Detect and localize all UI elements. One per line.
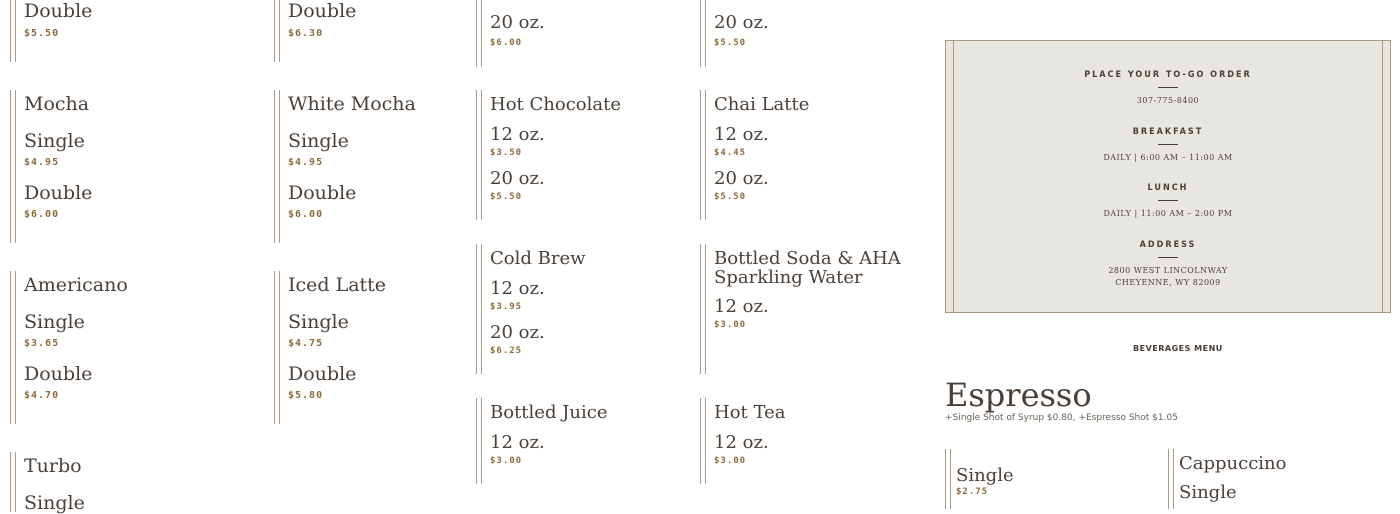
card-rule [1168,449,1174,509]
item-name: Bottled Soda & AHA [714,248,901,269]
option-price: $3.00 [714,456,747,466]
address-heading: ADDRESS [1139,240,1197,250]
item-name: Chai Latte [714,94,810,115]
address-line-1: 2800 WEST LINCOLNWAY [1108,266,1228,275]
item-name: Cappuccino [1179,453,1287,474]
option-label: 12 oz. [714,124,769,145]
card-rule [700,398,706,484]
option-price: $6.00 [24,209,60,220]
option-price: $3.65 [24,338,60,349]
option-label: 20 oz. [490,168,545,189]
menu-item-card [274,0,464,62]
menu-item-card [476,90,676,220]
option-label: 20 oz. [714,12,769,33]
card-rule [476,244,482,374]
menu-item-card [10,90,250,243]
option-label: Single [24,130,85,152]
option-price: $3.00 [490,456,523,466]
option-price: $4.95 [24,157,60,168]
item-name: White Mocha [288,93,416,115]
option-price: $2.75 [956,487,989,497]
option-label: Single [24,492,85,514]
option-price: $5.50 [24,28,60,39]
card-rule [10,271,16,424]
phone-number[interactable]: 307-775-8400 [1136,96,1200,105]
menu-item-card [700,0,900,67]
divider [946,87,1390,88]
card-rule [274,0,280,62]
option-label: 12 oz. [714,296,769,317]
card-rule [476,398,482,484]
menu-item-card [700,398,900,484]
option-price: $4.95 [288,157,324,168]
menu-item-card [10,0,250,62]
option-label: 20 oz. [714,168,769,189]
option-price: $4.75 [288,338,324,349]
option-price: $5.50 [490,192,523,202]
menu-item-card [10,452,250,512]
section-title: Espresso [945,376,1092,414]
item-name: Hot Tea [714,402,786,423]
option-label: 20 oz. [490,12,545,33]
menu-item-card [10,271,250,424]
section-note: +Single Shot of Syrup $0.80, +Espresso Shot $1.05 [945,413,1178,423]
menu-item-card [476,398,676,484]
option-label: Double [288,182,357,204]
option-label: 12 oz. [490,278,545,299]
to-go-info-box [945,40,1391,313]
card-rule [700,244,706,374]
option-label: Single [956,465,1014,486]
option-label: Double [24,182,93,204]
option-label: Single [24,311,85,333]
menu-item-card [476,244,676,374]
card-rule [476,0,482,67]
menu-item-card [476,0,676,67]
option-price: $3.50 [490,148,523,158]
divider [946,144,1390,145]
card-rule [700,90,706,220]
option-label: 20 oz. [490,322,545,343]
option-label: Double [288,0,357,22]
option-price: $6.25 [490,346,523,356]
menu-section-label: BEVERAGES MENU [1133,344,1223,353]
menu-item-card [274,271,464,424]
lunch-hours: DAILY | 11:00 AM – 2:00 PM [1103,209,1233,218]
option-label: Double [24,0,93,22]
item-name: Bottled Juice [490,402,608,423]
item-name: Mocha [24,93,90,115]
option-price: $3.95 [490,302,523,312]
option-price: $5.80 [288,390,324,401]
option-label: Single [288,311,349,333]
option-label: 12 oz. [490,432,545,453]
card-rule [274,271,280,424]
option-price: $3.00 [714,320,747,330]
option-price: $6.00 [490,38,523,48]
card-rule [10,452,16,512]
option-label: Double [288,363,357,385]
card-rule [700,0,706,67]
option-label: Double [24,363,93,385]
address-line-2: CHEYENNE, WY 82009 [1115,278,1221,287]
breakfast-hours: DAILY | 6:00 AM – 11:00 AM [1103,153,1233,162]
card-rule [945,449,951,509]
option-price: $4.45 [714,148,747,158]
item-name: Turbo [24,455,82,477]
menu-item-card [274,90,464,243]
option-label: 12 oz. [714,432,769,453]
divider [946,257,1390,258]
card-rule [274,90,280,243]
option-price: $5.50 [714,192,747,202]
option-price: $4.70 [24,390,60,401]
breakfast-heading: BREAKFAST [1132,127,1204,137]
item-name: Hot Chocolate [490,94,621,115]
option-price: $5.50 [714,38,747,48]
menu-item-card [1168,449,1388,509]
order-heading: PLACE YOUR TO-GO ORDER [1084,70,1252,80]
divider [946,200,1390,201]
item-name: Americano [24,274,128,296]
item-name-line2: Sparkling Water [714,267,863,288]
lunch-heading: LUNCH [1147,183,1189,193]
option-price: $6.30 [288,28,324,39]
card-rule [10,0,16,62]
option-label: 12 oz. [490,124,545,145]
option-label: Single [288,130,349,152]
option-label: Single [1179,482,1237,503]
card-rule [476,90,482,220]
menu-item-card [700,90,900,220]
item-name: Cold Brew [490,248,586,269]
item-name: Iced Latte [288,274,387,296]
card-rule [10,90,16,243]
option-price: $6.00 [288,209,324,220]
menu-item-card [700,244,900,374]
menu-item-card [945,449,1145,509]
